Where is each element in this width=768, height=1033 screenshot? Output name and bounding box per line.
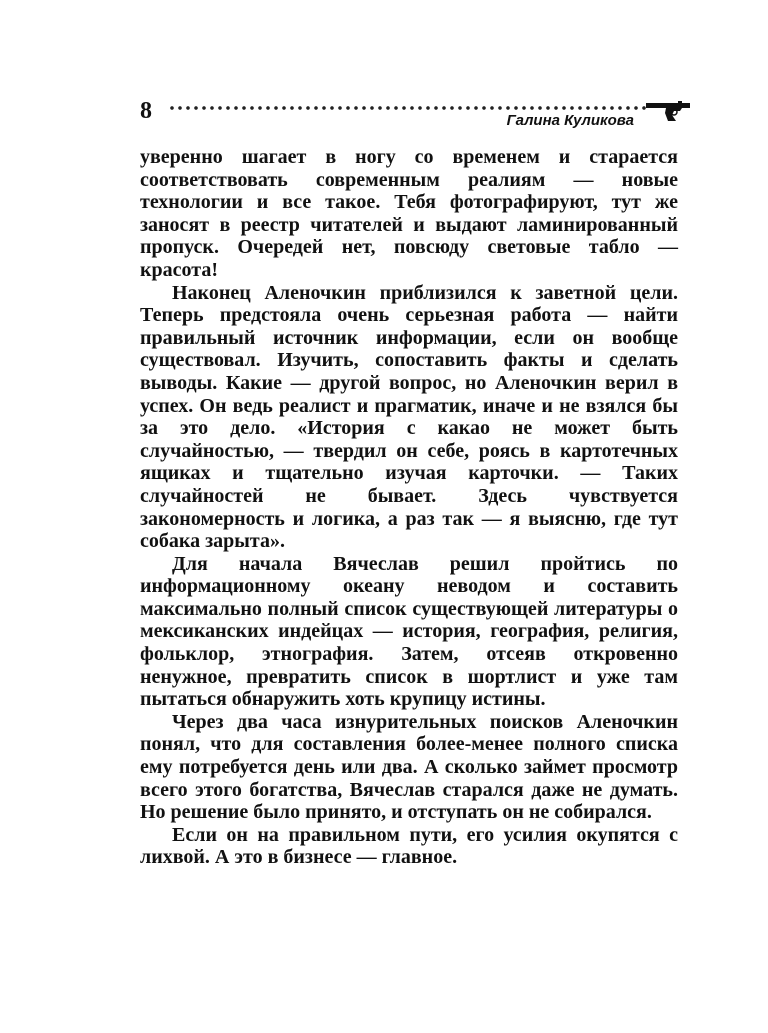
page-number: 8 — [140, 98, 152, 124]
paragraph-3: Для начала Вячеслав решил пройтись по информационному океану неводом и составить максимально полный список существующей литературы о мексиканских индейцах — история, география, религия, фольклор, этнография. Затем, отсеяв откровенно ненужное, превратить список в шортлист и уже там пытаться обнаружить хоть крупицу истины. — [140, 552, 678, 711]
dotted-leader — [168, 105, 646, 111]
paragraph-4: Через два часа изнурительных поисков Аленочкин понял, что для составления более-менее полного списка ему потребуется день или два. А сколько займет просмотр всего этого богатства, Вячеслав старался даже не думать. Но решение было принято, и отступать он не собирался. — [140, 710, 678, 824]
paragraph-5: Если он на правильном пути, его усилия окупятся с лихвой. А это в бизнесе — главное. — [140, 823, 678, 869]
paragraph-2: Наконец Аленочкин приблизился к заветной цели. Теперь предстояла очень серьезная работа — найти правильный источник информации, если он вообще существовал. Изучить, сопоставить факты и сделать выводы. Какие — другой вопрос, но Аленочкин верил в успех. Он ведь реалист и прагматик, иначе и не взялся бы за это дело. «История с какао не может быть случайностью, — твердил он себе, роясь в картотечных ящиках и тщательно изучая карточки. — Таких случайностей не бывает. Здесь чувствуется закономерность и логика, а раз так — я выясню, где тут собака зарыта». — [140, 281, 678, 553]
body-text — [140, 146, 678, 869]
running-head-author: Галина Куликова — [506, 112, 634, 129]
revolver-icon — [644, 98, 692, 122]
paragraph-1: уверенно шагает в ногу со временем и старается соответствовать современным реалиям — новые технологии и все такое. Тебя фотографируют, тут же заносят в реестр читателей и выдают ламинированный пропуск. Очередей нет, повсюду световые табло — красота! — [140, 146, 678, 281]
running-header — [140, 96, 692, 130]
